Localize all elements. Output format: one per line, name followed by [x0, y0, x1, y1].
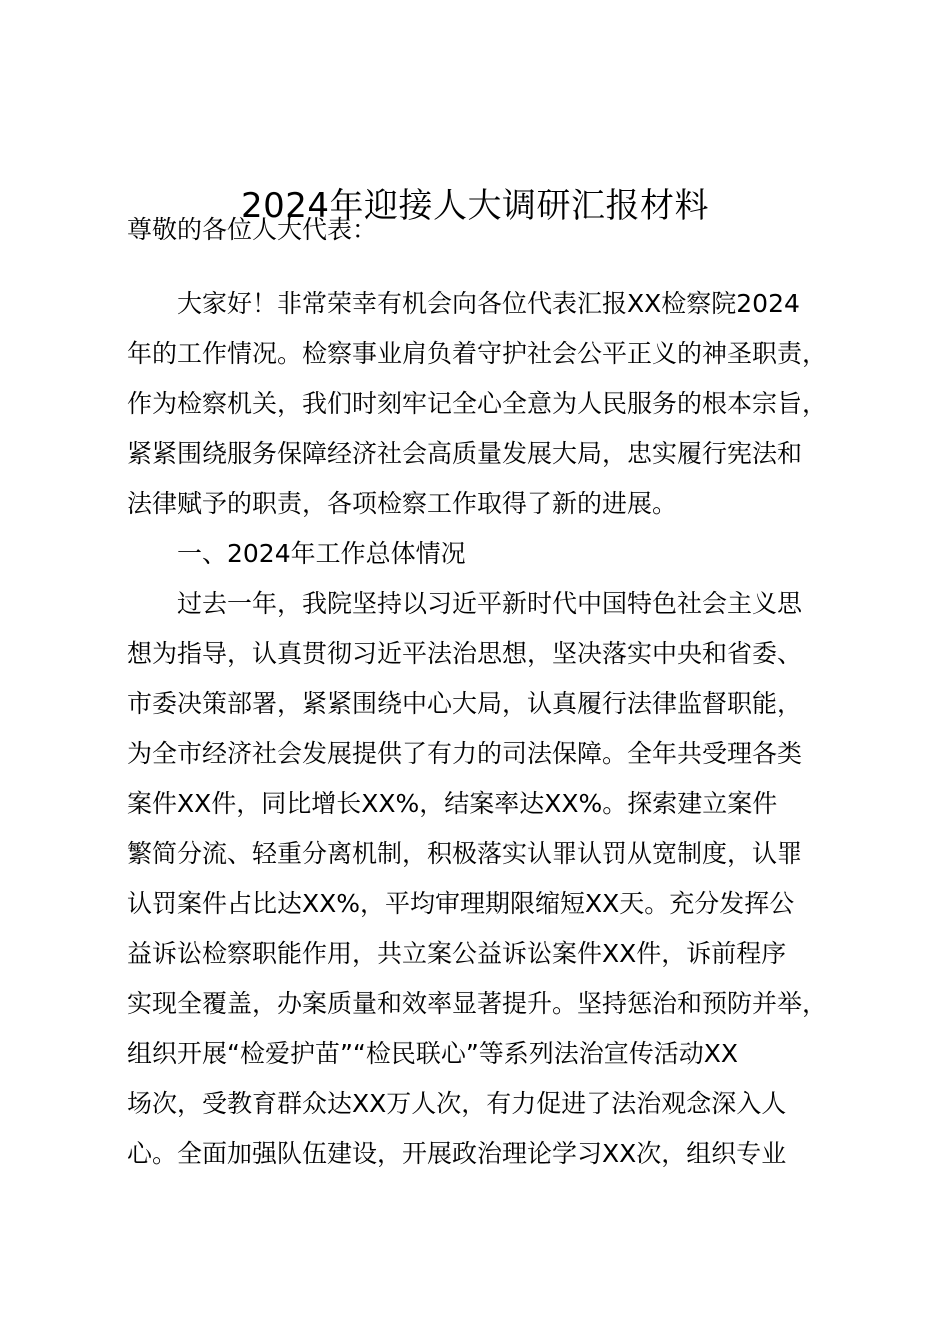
- paragraph1-line: 紧紧围绕服务保障经济社会高质量发展大局，忠实履行宪法和: [127, 439, 803, 468]
- paragraph2-line: 为全市经济社会发展提供了有力的司法保障。全年共受理各类: [127, 739, 803, 768]
- paragraph2-line: 认罚案件占比达XX%，平均审理期限缩短XX天。充分发挥公: [127, 889, 795, 918]
- section-heading: 一、2024年工作总体情况: [177, 539, 466, 568]
- paragraph2-line: 过去一年，我院坚持以习近平新时代中国特色社会主义思: [177, 589, 803, 618]
- paragraph2-line: 繁简分流、轻重分离机制，积极落实认罪认罚从宽制度，认罪: [127, 839, 803, 868]
- paragraph1-line: 作为检察机关，我们时刻牢记全心全意为人民服务的根本宗旨，: [127, 389, 828, 418]
- paragraph2-line: 益诉讼检察职能作用，共立案公益诉讼案件XX件，诉前程序: [127, 939, 787, 968]
- paragraph2-line: 组织开展“检爱护苗”“检民联心”等系列法治宣传活动XX: [127, 1039, 739, 1068]
- paragraph2-line: 想为指导，认真贯彻习近平法治思想，坚决落实中央和省委、: [127, 639, 803, 668]
- paragraph2-line: 场次，受教育群众达XX万人次，有力促进了法治观念深入人: [127, 1089, 787, 1118]
- salutation: 尊敬的各位人大代表：: [127, 215, 378, 244]
- paragraph2-line: 市委决策部署，紧紧围绕中心大局，认真履行法律监督职能，: [127, 689, 803, 718]
- paragraph2-line: 实现全覆盖，办案质量和效率显著提升。坚持惩治和预防并举，: [127, 989, 828, 1018]
- paragraph2-line: 案件XX件，同比增长XX%，结案率达XX%。探索建立案件: [127, 789, 778, 818]
- paragraph1-line: 大家好！非常荣幸有机会向各位代表汇报XX检察院2024: [177, 289, 800, 318]
- paragraph1-line: 年的工作情况。检察事业肩负着守护社会公平正义的神圣职责，: [127, 339, 828, 368]
- document-title: 2024年迎接人大调研汇报材料: [240, 186, 710, 226]
- paragraph1-line: 法律赋予的职责，各项检察工作取得了新的进展。: [127, 489, 678, 518]
- paragraph2-line: 心。全面加强队伍建设，开展政治理论学习XX次，组织专业: [127, 1139, 787, 1168]
